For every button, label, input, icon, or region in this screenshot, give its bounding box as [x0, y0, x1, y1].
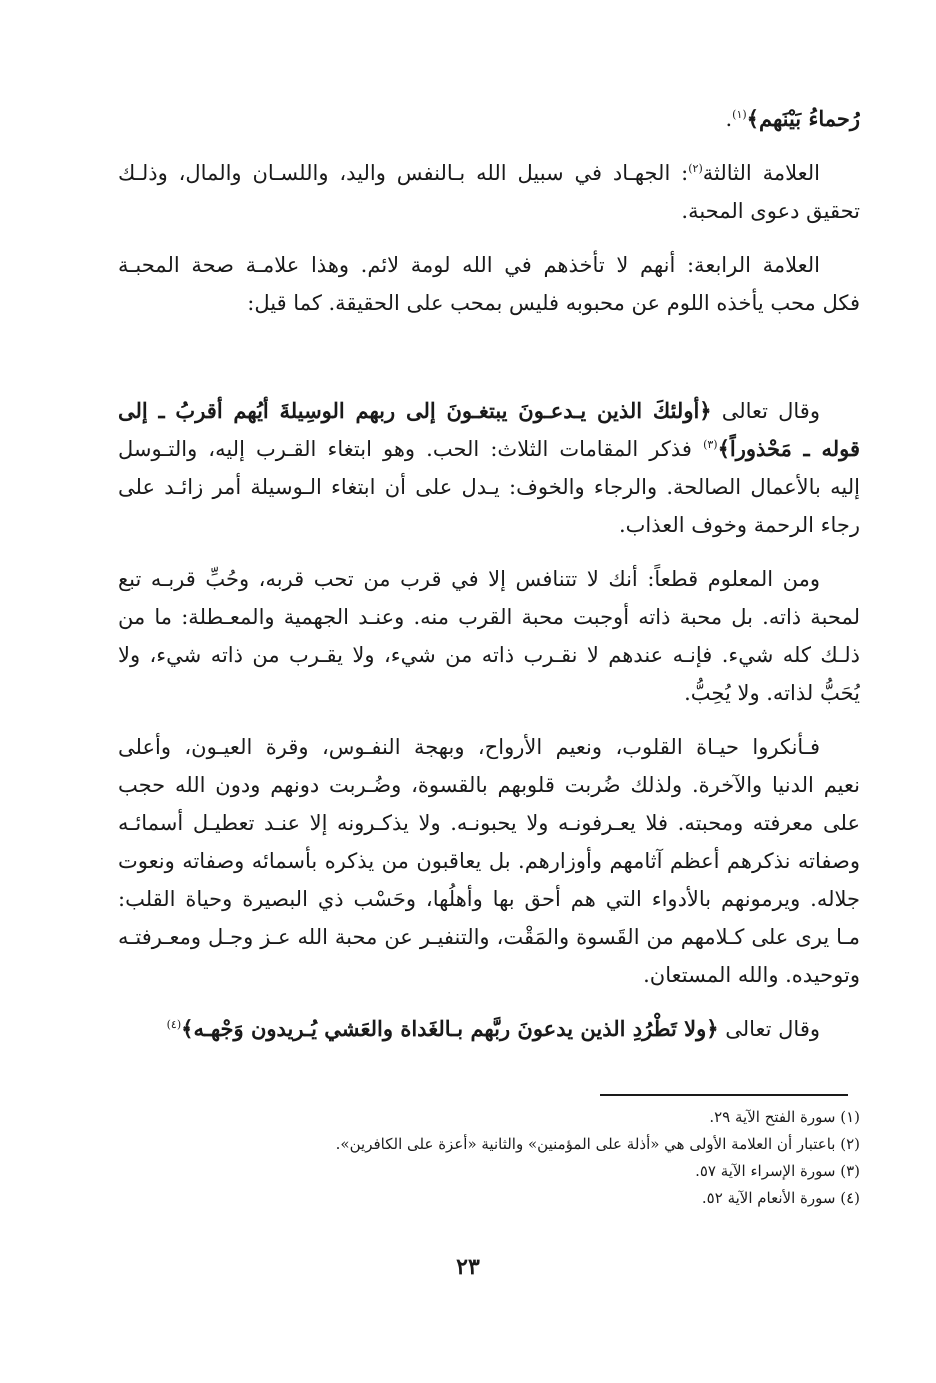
quran-quote: قوله ـ مَحْذوراً﴾ [717, 436, 860, 461]
footnote-ref-1: (١) [732, 108, 747, 121]
verse-second-hemistich [118, 338, 458, 376]
paragraph-fourth-sign-line-1: العلامة الرابعة: أنهم لا تأخذهم في الله لومة لائم. وهذا علامـة صحة المحبـة [118, 253, 820, 277]
footnotes [118, 1104, 860, 1212]
footnote-ref-4: (٤) [166, 1018, 182, 1031]
text-run: وقال تعالى [718, 1017, 820, 1041]
paragraph-fourth-sign-line-2: فكل محب يأخذه اللوم عن محبوبه فليس بمحب على الحقيقة. كما قيل: [247, 291, 860, 315]
text-run: فذكر المقامات الثلاث: الحب. وهو ابتغاء القـرب إليه، والتـوسل [118, 437, 704, 461]
paragraph-denial-line-4: وصفاته نذكرهم أعظم آثامهم وأوزارهم. بل يعاقبون من يذكره بأسمائه وصفاته ونعوت [118, 849, 860, 873]
quran-quote: رُحماءُ بَيْنَهم﴾ [746, 106, 860, 131]
paragraph-wasila-line-1 [118, 392, 860, 430]
footnote-ref-2: (٢) [688, 162, 703, 175]
paragraph-known-line-3: ذلـك كله شيء. فإنـه عندهم لا نقـرب ذاته من شيء، ولا يقـرب من ذاته شيء، ولا [118, 643, 860, 667]
quran-quote: ﴿أولئكَ الذين يـدعـونَ يبتغـونَ إلى ربهم الوسِيلةَ أيُهم أقربُ ـ إلى [118, 398, 712, 423]
page-number: ٢٣ [456, 1254, 480, 1280]
paragraph-verse-ending [118, 100, 860, 138]
footnote-4: (٤) سورة الأنعام الآية ٥٢. [701, 1189, 860, 1207]
paragraph-do-not-drive-away [118, 1010, 860, 1048]
footnote-1: (١) سورة الفتح الآية ٢٩. [709, 1108, 860, 1126]
text-run: وقال تعالى [711, 399, 820, 423]
paragraph-known-line-1: ومن المعلوم قطعاً: أنك لا تتنافس إلا في قرب من تحب قربه، وحُبِّ قربـه تبع [118, 567, 820, 591]
paragraph-denial-line-2: نعيم الدنيا والآخرة. ولذلك ضُربت قلوبهم بالقسوة، وضُـربت دونهم ودون الله حجب [118, 773, 860, 797]
paragraph-wasila-line-4: رجاء الرحمة وخوف العذاب. [618, 513, 860, 537]
text-run: : الجهـاد في سبيل الله بـالنفس واليد، واللسـان والمال، وذلـك [118, 161, 689, 185]
paragraph-denial-line-7: وتوحيده. والله المستعان. [643, 963, 860, 987]
verse-first-hemistich [560, 338, 860, 376]
paragraph-known-line-2: لمحبة ذاته. بل محبة ذاته أوجبت محبة القرب منه. وعنـد الجهمية والمعـطلة: ما من [118, 605, 860, 629]
paragraph-denial-line-5: جلاله. ويرمونهم بالأدواء التي هم أحق بها وأهلُها، وحَسْب ذي البصيرة وحياة القلب: [118, 887, 860, 911]
text-run: العلامة الثالثة [702, 161, 820, 185]
main-text [118, 100, 860, 1048]
paragraph-third-sign-line-1 [118, 154, 860, 192]
poetry-verse [118, 338, 860, 376]
footnote-ref-3: (٣) [703, 438, 718, 451]
footnote-3: (٣) سورة الإسراء الآية ٥٧. [695, 1162, 860, 1180]
paragraph-known-line-4: يُحَبُّ لذاته. ولا يُحِبُّ. [684, 681, 860, 705]
paragraph-denial-line-1: فـأنكروا حيـاة القلوب، ونعيم الأرواح، وبهجة النفـوس، وقرة العيـون، وأعلى [118, 735, 820, 759]
paragraph-wasila-line-2 [118, 430, 860, 468]
paragraph-third-sign-line-2: تحقيق دعوى المحبة. [681, 199, 860, 223]
footnote-divider [600, 1094, 848, 1096]
paragraph-denial-line-3: على معرفته ومحبته. فلا يعـرفونـه ولا يحبونـه. ولا يذكـرونه إلا عنـد تعطيـل أسمائـه [118, 811, 860, 835]
paragraph-denial-line-6: مـا يرى على كـلامهم من القَسوة والمَقْت، والتنفيـر عن محبة الله عـز وجـل ومعـرفتـه [118, 925, 860, 949]
paragraph-wasila-line-3: إليه بالأعمال الصالحة. والرجاء والخوف: يـدل على أن ابتغاء الـوسيلة أمر زائـد على [118, 475, 860, 499]
period: . [725, 107, 733, 131]
quran-quote: ﴿ولا تَطْرُدِ الذين يدعونَ ربَّهم بـالغَداة والعَشي يُـريدون وَجْهـه﴾ [181, 1016, 719, 1041]
footnote-2: (٢) باعتبار أن العلامة الأولى هي «أذلة على المؤمنين» والثانية «أعزة على الكافرين». [335, 1135, 860, 1153]
